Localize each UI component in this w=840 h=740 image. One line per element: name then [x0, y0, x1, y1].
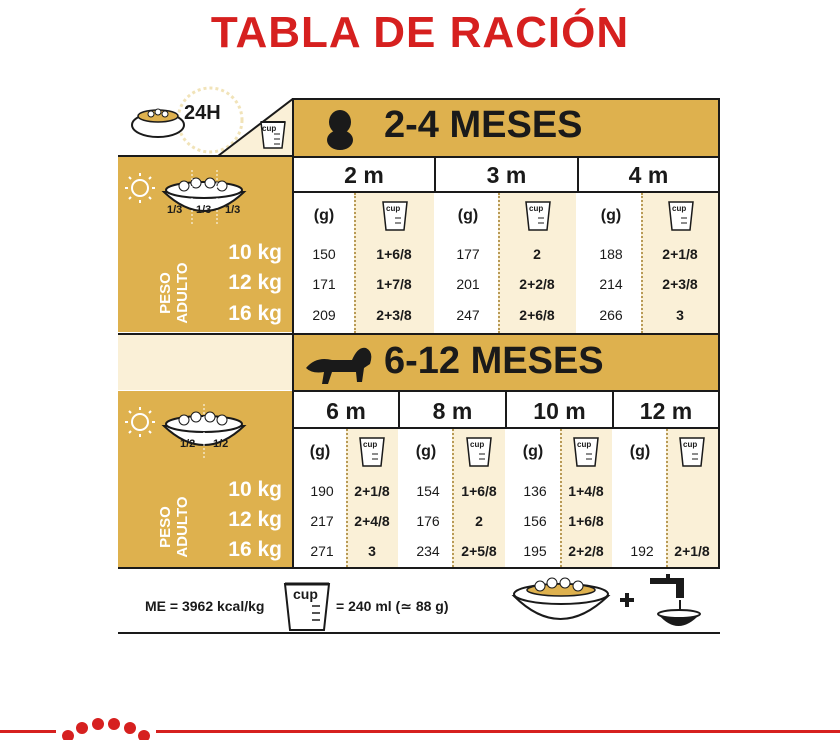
cup-label: cup [470, 440, 485, 449]
grams-unit: (g) [629, 443, 651, 460]
grams-unit: (g) [313, 207, 335, 224]
grams-value: 150 [312, 246, 336, 262]
grams-value: 156 [523, 513, 547, 529]
peso-adulto-label: PESO ADULTO [157, 496, 191, 558]
fraction-label: 1/3 [196, 204, 212, 216]
cup-label: cup [683, 440, 698, 449]
cup-label: cup [529, 204, 544, 213]
brand-logo-icon [58, 716, 152, 740]
peso-adulto-label: PESO ADULTO [157, 262, 191, 324]
hours-label: 24H [184, 102, 221, 124]
grams-unit: (g) [457, 207, 479, 224]
meal-split-icon [122, 404, 282, 464]
bowl-water-icon [510, 572, 720, 638]
weight-label: 12 kg [228, 271, 282, 294]
cups-value: 2+3/8 [376, 307, 412, 323]
section1-title: 2-4 MESES [384, 104, 583, 146]
weight-label: 10 kg [228, 241, 282, 264]
section2-title: 6-12 MESES [384, 340, 604, 382]
grams-value: 192 [630, 543, 654, 559]
fraction-label: 1/3 [225, 204, 241, 216]
grams-value: 190 [310, 483, 334, 499]
puppy-icon [320, 106, 360, 150]
grams-value: 201 [456, 276, 480, 292]
fraction-label: 1/2 [213, 438, 229, 450]
cups-value: 2+2/8 [519, 276, 555, 292]
age-column-header: 6 m [326, 398, 366, 424]
cup-label: cup [262, 124, 277, 133]
energy-label: ME = 3962 kcal/kg [145, 598, 265, 614]
weight-label: 16 kg [228, 538, 282, 561]
cups-value: 2+2/8 [568, 543, 604, 559]
age-column-header: 3 m [486, 162, 527, 188]
cups-value: 2+6/8 [519, 307, 555, 323]
grams-unit: (g) [522, 443, 544, 460]
adult-dog-icon [302, 338, 374, 388]
cups-value: 1+6/8 [568, 513, 604, 529]
grams-value: 209 [312, 307, 336, 323]
grams-value: 177 [456, 246, 480, 262]
cup-label: cup [577, 440, 592, 449]
cup-label: cup [672, 204, 687, 213]
grams-value: 271 [310, 543, 334, 559]
grams-value: 234 [416, 543, 440, 559]
age-column-header: 2 m [344, 162, 384, 188]
cup-label: cup [293, 586, 318, 602]
grams-value: 176 [416, 513, 440, 529]
cups-value: 2+4/8 [354, 513, 390, 529]
cup-label: cup [386, 204, 401, 213]
grams-value: 136 [523, 483, 547, 499]
cups-value: 1+6/8 [461, 483, 497, 499]
cups-value: 1+6/8 [376, 246, 412, 262]
fraction-label: 1/2 [180, 438, 196, 450]
cup-label: cup [363, 440, 378, 449]
cups-value: 2 [533, 246, 541, 262]
cup-volume-label: = 240 ml (≃ 88 g) [336, 598, 449, 614]
cups-value: 2+1/8 [662, 246, 698, 262]
cups-value: 2 [475, 513, 483, 529]
weight-label: 16 kg [228, 302, 282, 325]
grams-value: 247 [456, 307, 480, 323]
cups-value: 1+7/8 [376, 276, 412, 292]
grams-unit: (g) [415, 443, 437, 460]
cups-value: 2+5/8 [461, 543, 497, 559]
grams-value: 171 [312, 276, 336, 292]
cups-value: 2+1/8 [674, 543, 710, 559]
grams-value: 154 [416, 483, 440, 499]
weight-label: 12 kg [228, 508, 282, 531]
brand-stripe [156, 730, 840, 733]
grams-value: 214 [599, 276, 623, 292]
meal-split-icon [122, 170, 282, 230]
cups-value: 3 [368, 543, 376, 559]
cups-value: 2+1/8 [354, 483, 390, 499]
grams-value: 266 [599, 307, 623, 323]
grams-value: 217 [310, 513, 334, 529]
cups-value: 3 [676, 307, 684, 323]
cup-icon [258, 116, 288, 150]
grams-value: 188 [599, 246, 623, 262]
grams-unit: (g) [309, 443, 331, 460]
grams-value: 195 [523, 543, 547, 559]
weight-label: 10 kg [228, 478, 282, 501]
age-column-header: 8 m [432, 398, 473, 424]
age-column-header: 4 m [628, 162, 669, 188]
cups-value: 1+4/8 [568, 483, 604, 499]
brand-stripe [0, 730, 56, 733]
fraction-label: 1/3 [167, 204, 183, 216]
age-column-header: 10 m [533, 398, 586, 424]
age-column-header: 12 m [639, 398, 693, 424]
page-title: TABLA DE RACIÓN [210, 8, 630, 57]
grams-unit: (g) [600, 207, 622, 224]
cups-value: 2+3/8 [662, 276, 698, 292]
